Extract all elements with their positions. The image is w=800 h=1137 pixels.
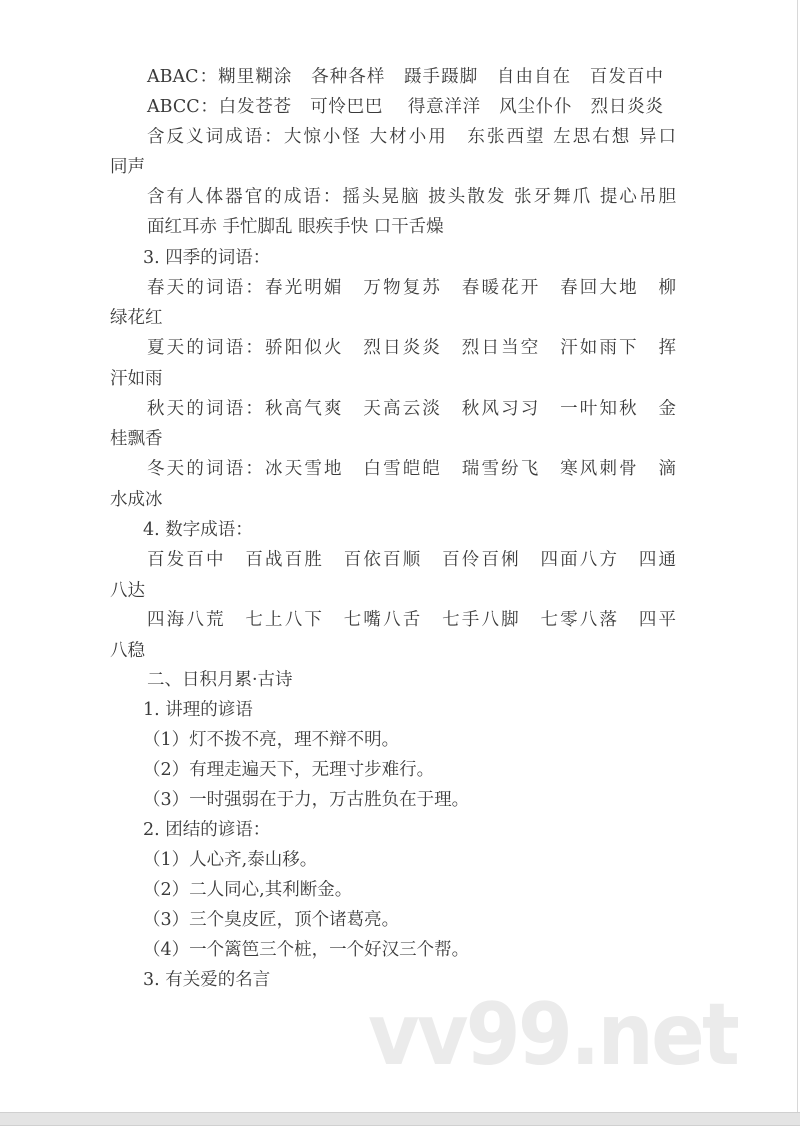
abcc-idioms-line: ABCC：白发苍苍 可怜巴巴 得意洋洋 风尘仆仆 烈日炎炎 (147, 97, 663, 117)
antonym-idioms-line: 含反义词成语：大惊小怪 大材小用 东张西望 左思右想 异口 (147, 127, 676, 147)
number-idioms-wrap-2: 八稳 (110, 641, 145, 661)
summer-words-wrap: 汗如雨 (110, 369, 163, 389)
proverb-item: （3）三个臭皮匠，顶个诸葛亮。 (143, 910, 400, 930)
proverb-item: （4）一个篱笆三个桩，一个好汉三个帮。 (143, 940, 470, 960)
page-separator (0, 1112, 800, 1126)
body-idioms-line: 含有人体器官的成语：摇头晃脑 披头散发 张牙舞爪 提心吊胆 (147, 187, 676, 207)
subheading-love-quotes: 3. 有关爱的名言 (143, 970, 271, 990)
spring-words-wrap: 绿花红 (110, 308, 163, 328)
body-idioms-line-2: 面红耳赤 手忙脚乱 眼疾手快 口干舌燥 (147, 217, 444, 237)
subheading-reason-proverbs: 1. 讲理的谚语 (143, 700, 253, 720)
winter-words-line: 冬天的词语：冰天雪地 白雪皑皑 瑞雪纷飞 寒风刺骨 滴 (147, 459, 676, 479)
winter-words-wrap: 水成冰 (110, 490, 163, 510)
autumn-words-line: 秋天的词语：秋高气爽 天高云淡 秋风习习 一叶知秋 金 (147, 399, 676, 419)
watermark: vv99.net (368, 985, 738, 1085)
spring-words-line: 春天的词语：春光明媚 万物复苏 春暖花开 春回大地 柳 (147, 278, 676, 298)
section-heading-number-idioms: 4. 数字成语： (143, 520, 253, 540)
summer-words-line: 夏天的词语：骄阳似火 烈日炎炎 烈日当空 汗如雨下 挥 (147, 338, 676, 358)
number-idioms-line: 百发百中 百战百胜 百依百顺 百伶百俐 四面八方 四通 (147, 550, 676, 570)
number-idioms-line-2: 四海八荒 七上八下 七嘴八舌 七手八脚 七零八落 四平 (147, 610, 676, 630)
proverb-item: （3）一时强弱在于力，万古胜负在于理。 (143, 790, 470, 810)
autumn-words-wrap: 桂飘香 (110, 429, 163, 449)
proverb-item: （2）有理走遍天下，无理寸步难行。 (143, 760, 435, 780)
proverb-item: （1）灯不拨不亮，理不辩不明。 (143, 730, 400, 750)
antonym-idioms-wrap: 同声 (110, 157, 145, 177)
proverb-item: （2）二人同心,其利断金。 (143, 880, 353, 900)
subheading-unity-proverbs: 2. 团结的谚语： (143, 820, 271, 840)
proverb-item: （1）人心齐,泰山移。 (143, 850, 318, 870)
number-idioms-wrap: 八达 (110, 581, 145, 601)
abac-idioms-line: ABAC：糊里糊涂 各种各样 蹑手蹑脚 自由自在 百发百中 (147, 67, 663, 87)
section-heading-poetry: 二、日积月累·古诗 (147, 670, 293, 690)
section-heading-seasons: 3. 四季的词语： (143, 248, 271, 268)
